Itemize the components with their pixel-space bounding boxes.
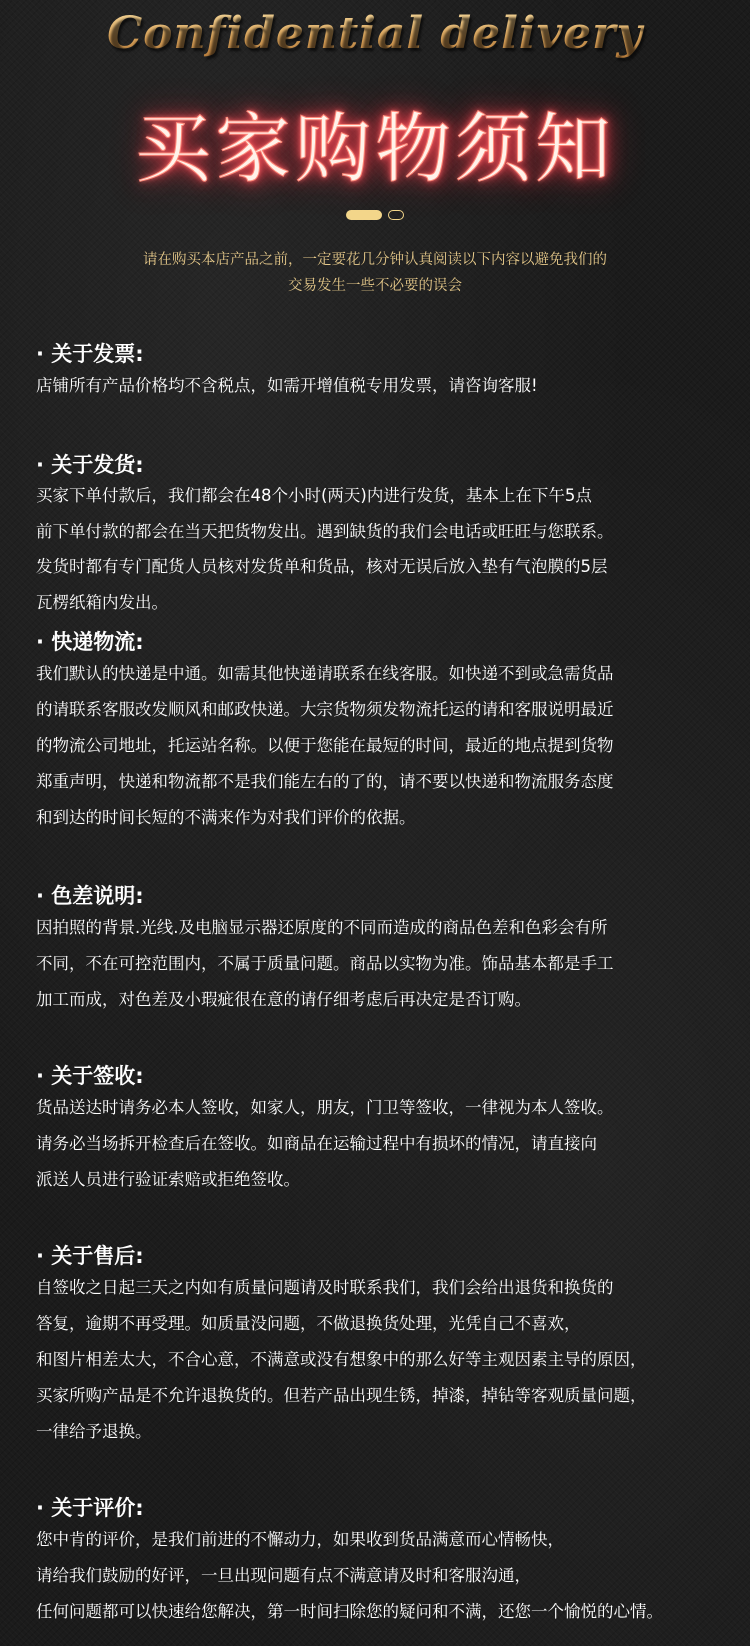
section-heading-invoice: · 关于发票: (36, 342, 144, 366)
section-line: 前下单付款的都会在当天把货物发出。遇到缺货的我们会电话或旺旺与您联系。 (36, 522, 614, 541)
section-line: 我们默认的快递是中通。如需其他快递请联系在线客服。如快递不到或急需货品 (36, 664, 614, 683)
section-line: 瓦楞纸箱内发出。 (36, 593, 168, 612)
section-line: 和图片相差太大，不合心意，不满意或没有想象中的那么好等主观因素主导的原因， (36, 1350, 647, 1369)
section-heading-signing: · 关于签收: (36, 1064, 144, 1088)
section-line: 派送人员进行验证索赔或拒绝签收。 (36, 1170, 300, 1189)
section-line: 店铺所有产品价格均不含税点，如需开增值税专用发票，请咨询客服! (36, 376, 538, 395)
section-line: 货品送达时请务必本人签收，如家人，朋友，门卫等签收，一律视为本人签收。 (36, 1098, 614, 1117)
intro-text (0, 247, 750, 299)
intro-line: 请在购买本店产品之前，一定要花几分钟认真阅读以下内容以避免我们的 (143, 252, 607, 268)
section-heading-logistics: · 快递物流: (36, 630, 144, 654)
intro-line: 交易发生一些不必要的误会 (288, 278, 462, 294)
section-line: 请务必当场拆开检查后在签收。如商品在运输过程中有损坏的情况，请直接向 (36, 1134, 597, 1153)
pager-dot-inactive (388, 210, 404, 220)
section-line: 加工而成，对色差及小瑕疵很在意的请仔细考虑后再决定是否订购。 (36, 990, 531, 1009)
section-line: 和到达的时间长短的不满来作为对我们评价的依据。 (36, 808, 416, 827)
section-line: 因拍照的背景.光线.及电脑显示器还原度的不同而造成的商品色差和色彩会有所 (36, 918, 608, 937)
section-line: 您中肯的评价，是我们前进的不懈动力，如果收到货品满意而心情畅快， (36, 1530, 564, 1549)
section-line: 不同，不在可控范围内，不属于质量问题。商品以实物为准。饰品基本都是手工 (36, 954, 614, 973)
section-line: 的请联系客服改发顺风和邮政快递。大宗货物须发物流托运的请和客服说明最近 (36, 700, 614, 719)
section-line: 买家下单付款后，我们都会在48个小时(两天)内进行发货，基本上在下午5点 (36, 486, 592, 505)
section-line: 自签收之日起三天之内如有质量问题请及时联系我们，我们会给出退货和换货的 (36, 1278, 614, 1297)
section-heading-reviews: · 关于评价: (36, 1496, 144, 1520)
section-line: 的物流公司地址，托运站名称。以便于您能在最短的时间，最近的地点提到货物 (36, 736, 614, 755)
pager-indicator (0, 210, 750, 220)
section-heading-after-sales: · 关于售后: (36, 1244, 144, 1268)
script-title: Confidential delivery (0, 8, 750, 59)
section-heading-color-difference: · 色差说明: (36, 884, 144, 908)
section-heading-shipping: · 关于发货: (36, 453, 144, 477)
pager-dot-active (346, 210, 382, 220)
section-line: 郑重声明，快递和物流都不是我们能左右的了的，请不要以快递和物流服务态度 (36, 772, 614, 791)
section-line: 请给我们鼓励的好评，一旦出现问题有点不满意请及时和客服沟通， (36, 1566, 531, 1585)
section-line: 一律给予退换。 (36, 1422, 152, 1441)
section-line: 任何问题都可以快速给您解决，第一时间扫除您的疑问和不满，还您一个愉悦的心情。 (36, 1602, 663, 1621)
section-line: 答复，逾期不再受理。如质量没问题，不做退换货处理，光凭自己不喜欢， (36, 1314, 581, 1333)
section-line: 发货时都有专门配货人员核对发货单和货品，核对无误后放入垫有气泡膜的5层 (36, 557, 608, 576)
main-title: 买家购物须知 (135, 104, 615, 193)
section-line: 买家所购产品是不允许退换货的。但若产品出现生锈，掉漆，掉钻等客观质量问题， (36, 1386, 647, 1405)
